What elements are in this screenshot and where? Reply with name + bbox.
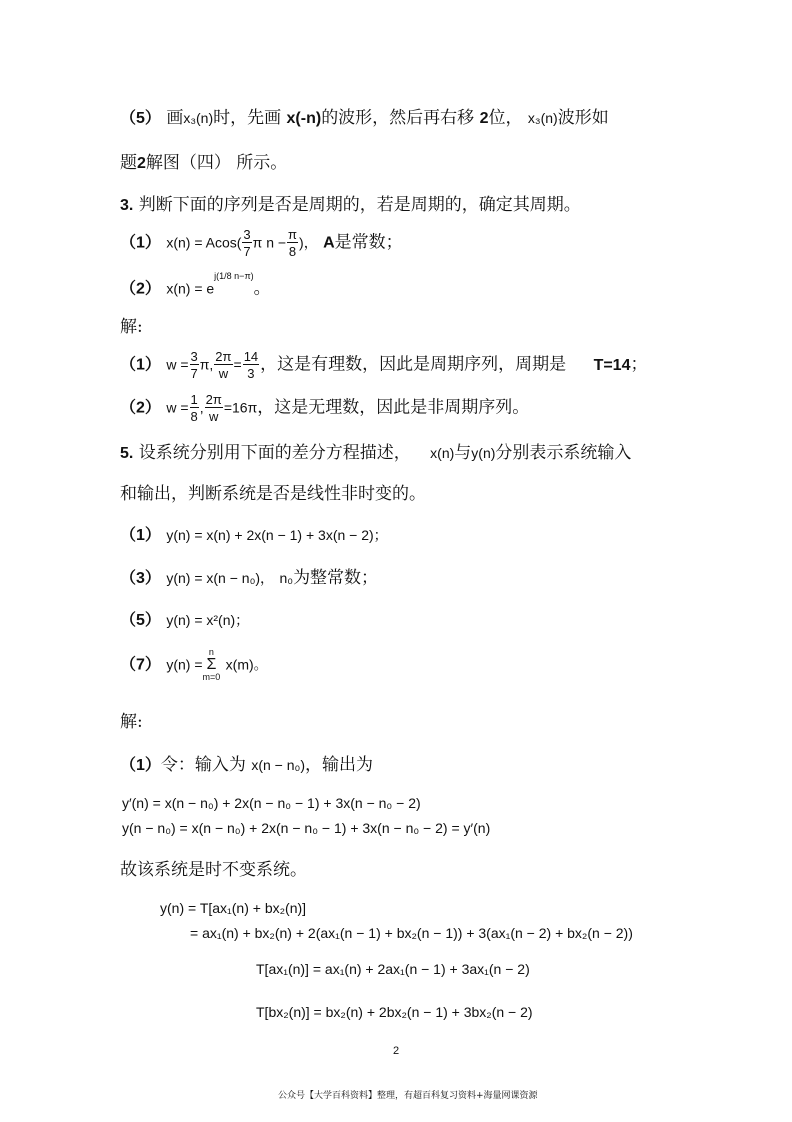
math: , [199, 399, 204, 416]
equation: y(n) = T[ax₁(n) + bx₂(n)] [160, 900, 307, 916]
math: π n − [252, 234, 287, 251]
text: 为整常数； [293, 568, 379, 588]
equation: y′(n) = x(n − n₀) + 2x(n − n₀ − 1) + 3x(n − n₀ − 2) [122, 795, 421, 811]
question-number: 5. [120, 445, 134, 462]
fraction [214, 350, 232, 380]
fraction [243, 350, 259, 380]
math: 2 [479, 110, 489, 127]
math: x(n) [430, 445, 455, 461]
lower-limit: m=0 [202, 672, 221, 682]
math: x(m)。 [225, 656, 268, 673]
text: 是常数； [334, 232, 403, 253]
math: w = [166, 356, 189, 373]
math: =16π [223, 399, 258, 416]
numerator: 14 [243, 349, 259, 364]
paragraph-5 [120, 110, 609, 127]
fraction [287, 228, 298, 258]
equation: T[ax₁(n)] = ax₁(n) + 2ax₁(n − 1) + 3ax₁(n − 2) [256, 961, 530, 977]
math: A [323, 234, 335, 252]
question-3-part-1 [120, 228, 403, 258]
math: x(n) = e [166, 280, 215, 297]
denominator: 8 [288, 244, 297, 259]
numerator: 3 [243, 227, 251, 242]
math: y(n) [471, 445, 496, 461]
page-number: 2 [393, 1045, 400, 1057]
text: 2 [137, 155, 146, 172]
sigma: Σ [206, 656, 217, 673]
solution-label: 解: [120, 712, 143, 732]
math: w = [166, 399, 189, 416]
text: 解图（四） 所示。 [145, 153, 288, 173]
item-number: （1） [120, 757, 161, 774]
item-number: （5） [120, 612, 161, 629]
text: ； [630, 354, 648, 375]
item-number: （3） [120, 570, 161, 587]
item-number: （5） [120, 110, 161, 127]
denominator: w [218, 366, 229, 381]
numerator: 2π [205, 392, 222, 407]
text: ，这是有理数，因此是周期序列，周期是 [260, 354, 567, 375]
item-number: （1） [120, 356, 161, 374]
footer-note: 公众号【大学百科资料】整理，有超百科复习资料+海量网课资源 [278, 1091, 538, 1101]
equation: y(n − n₀) = x(n − n₀) + 2x(n − n₀ − 1) + 3x(n − n₀ − 2) = y′(n) [122, 820, 491, 836]
denominator: w [209, 409, 219, 424]
denominator: 3 [247, 366, 255, 381]
item-number: （2） [120, 280, 161, 298]
equation: y(n) = x(n − n₀)， [166, 570, 275, 586]
solution-label: 解: [120, 317, 143, 337]
text: ，输出为 [304, 755, 373, 775]
period-value: T=14 [593, 356, 631, 374]
upper-limit: n [208, 647, 214, 657]
answer-3-part-1 [120, 350, 647, 380]
text: 波形如 [557, 108, 609, 128]
numerator: π [288, 227, 298, 242]
answer-3-part-2 [120, 393, 529, 423]
text: 分别表示系统输入 [495, 443, 632, 463]
math: π, [199, 356, 214, 373]
question-number: 3. [120, 197, 134, 214]
fraction [205, 393, 223, 423]
item-number: （2） [120, 399, 161, 417]
math: )， [299, 234, 318, 251]
conclusion-text: 故该系统是时不变系统。 [120, 860, 307, 880]
text: ，这是无理数，因此是非周期序列。 [257, 397, 530, 418]
question-5-part-5 [120, 612, 249, 629]
exponent: j(1/8 n−π) [214, 271, 254, 281]
text: 位， [488, 108, 523, 128]
text: 题 [120, 153, 137, 173]
text: 的波形，然后再右移 [321, 108, 475, 128]
paragraph-5-cont [120, 155, 287, 172]
math: = [233, 356, 242, 373]
fraction [190, 350, 199, 380]
text: 画 [166, 108, 184, 128]
question-5-cont: 和输出，判断系统是否是线性非时变的。 [120, 484, 426, 504]
equation: = ax₁(n) + bx₂(n) + 2(ax₁(n − 1) + bx₂(n − 1)) + 3(ax₁(n − 2) + bx₂(n − 2)) [190, 925, 633, 941]
text: 。 [253, 278, 271, 299]
question-5 [120, 445, 631, 462]
item-number: （1） [120, 234, 161, 252]
denominator: 7 [243, 244, 251, 259]
text: 令：输入为 [160, 755, 246, 775]
math: x₃(n) [527, 110, 558, 126]
text: 设系统分别用下面的差分方程描述， [138, 443, 411, 463]
item-number: （1） [120, 527, 161, 544]
fraction [242, 228, 251, 258]
question-5-part-7 [120, 648, 268, 682]
item-number: （7） [120, 656, 161, 674]
question-text: 判断下面的序列是否是周期的，若是周期的，确定其周期。 [138, 195, 581, 215]
answer-5-part-1 [120, 757, 373, 774]
question-5-part-3 [120, 570, 378, 587]
numerator: 2π [215, 349, 232, 364]
question-5-part-1 [120, 527, 388, 544]
text: 时，先画 [213, 108, 282, 128]
numerator: 3 [190, 349, 198, 364]
equation: T[bx₂(n)] = bx₂(n) + 2bx₂(n − 1) + 3bx₂(n − 2) [256, 1004, 533, 1020]
denominator: 7 [190, 366, 198, 381]
equation: y(n) = x(n) + 2x(n − 1) + 3x(n − 2)； [166, 527, 388, 543]
equation: y(n) = x²(n)； [166, 612, 250, 628]
fraction [190, 393, 199, 423]
numerator: 1 [190, 392, 198, 407]
math: x₃(n) [183, 110, 214, 126]
math: x(n) = Acos( [166, 234, 242, 251]
math: n₀ [279, 570, 294, 586]
math: x(n − n₀) [251, 757, 305, 773]
denominator: 8 [190, 409, 198, 424]
text: 与 [454, 443, 472, 463]
math: x(-n) [286, 110, 322, 127]
question-3 [120, 197, 581, 214]
math: y(n) = [166, 656, 203, 673]
summation [203, 648, 221, 682]
